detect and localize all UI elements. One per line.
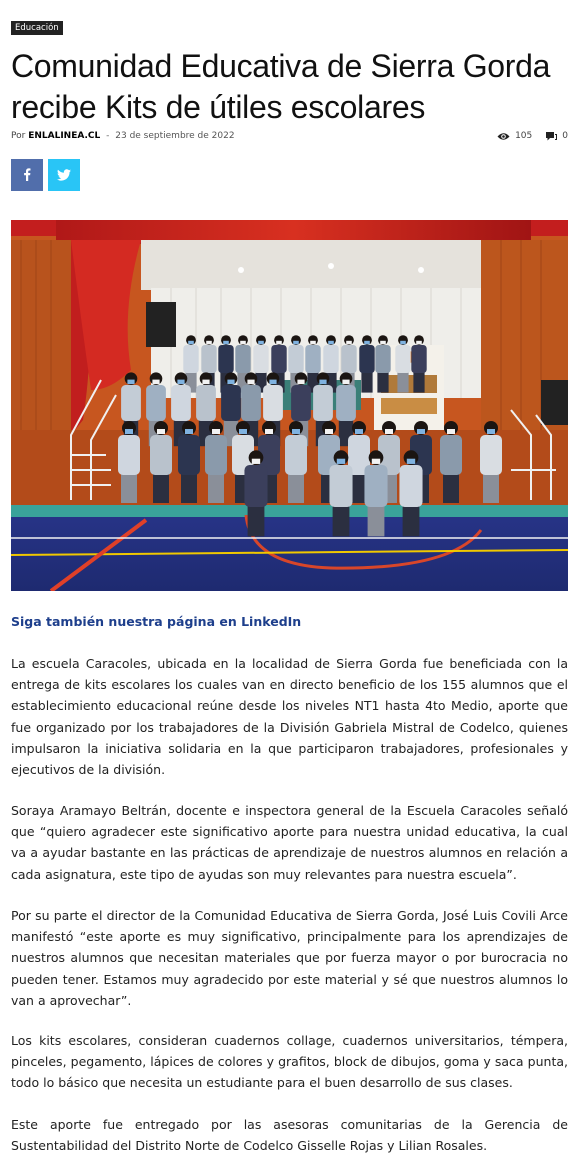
student-figure: [269, 380, 276, 385]
byline-prefix: Por: [11, 131, 26, 141]
student-figure: [157, 429, 165, 434]
student-figure: [271, 345, 286, 373]
student-figure: [223, 341, 229, 345]
publish-date: 23 de septiembre de 2022: [115, 131, 235, 141]
student-figure: [212, 429, 220, 434]
student-figure: [483, 473, 499, 503]
article-paragraph-3: Por su parte el director de la Comunidad Educativa de Sierra Gorda, José Luis Covili Arce manifestó “este aporte es muy significativo, principalmente para los aprendizajes de nuestros alumnos que necesitan materiales que por fuerza mayor o por burocracia no pueden tener. Estamos muy agradecido por este material y sé que nuestros alumnos lo van a aprovechar”.: [11, 908, 568, 1008]
article-title: Comunidad Educativa de Sierra Gorda recibe Kits de útiles escolares: [11, 48, 551, 125]
views-count: [497, 131, 532, 141]
share-buttons: [11, 159, 80, 191]
student-figure: [265, 429, 273, 434]
student-figure: [413, 372, 424, 393]
student-figure: [227, 380, 234, 385]
student-figure: [127, 380, 134, 385]
student-figure: [235, 345, 250, 373]
student-figure: [202, 380, 209, 385]
student-figure: [205, 435, 227, 475]
student-figure: [377, 372, 388, 393]
student-figure: [355, 429, 363, 434]
author-link[interactable]: ENLALINEA.CL: [28, 131, 101, 141]
student-figure: [411, 345, 426, 373]
student-figure: [403, 505, 420, 537]
student-figure: [336, 385, 356, 421]
student-figure: [323, 345, 338, 373]
student-figure: [177, 380, 184, 385]
twitter-icon: [57, 166, 71, 185]
student-figure: [399, 465, 422, 507]
student-figure: [342, 380, 349, 385]
student-figure: [121, 473, 137, 503]
student-figure: [125, 429, 133, 434]
student-figure: [185, 429, 193, 434]
student-figure: [276, 341, 282, 345]
article-paragraph-5: Este aporte fue entregado por las asesoras comunitarias de la Gerencia de Sustentabilidad del Distrito Norte de Codelco Gisselle Rojas y Lilian Rosales.: [11, 1117, 568, 1154]
student-figure: [333, 505, 350, 537]
article-paragraph-1: La escuela Caracoles, ubicada en la localidad de Sierra Gorda fue beneficiada con la entrega de kits escolares los cuales van en directo beneficio de los 155 alumnos que el establecimiento educacional reúne desde los niveles NT1 hasta 4to Medio, aporte que fue organizado por los trabajadores de la División Gabriela Mistral de Codelco, quienes impulsaron la iniciativa solidaria en la que participaron trabajadores, profesionales y ejecutivos de la división.: [11, 656, 568, 778]
student-figure: [487, 429, 495, 434]
student-figure: [440, 435, 462, 475]
student-figure: [208, 473, 224, 503]
comments-value: 0: [562, 131, 568, 141]
student-figure: [146, 385, 166, 421]
student-figure: [346, 341, 352, 345]
group-photo-image: [11, 220, 568, 591]
article-stats: [483, 131, 568, 141]
student-figure: [417, 429, 425, 434]
student-figure: [152, 380, 159, 385]
views-value: 105: [515, 131, 533, 141]
student-figure: [385, 429, 393, 434]
student-figure: [183, 345, 198, 373]
student-figure: [341, 345, 356, 373]
student-figure: [407, 459, 415, 464]
facebook-share-button[interactable]: [11, 159, 43, 191]
student-figure: [188, 341, 194, 345]
student-figure: [364, 341, 370, 345]
student-figure: [239, 429, 247, 434]
student-figure: [313, 385, 333, 421]
student-figure: [201, 345, 216, 373]
student-figure: [337, 459, 345, 464]
student-figure: [263, 385, 283, 421]
eye-icon: [497, 132, 510, 141]
student-figure: [292, 429, 300, 434]
student-figure: [325, 429, 333, 434]
student-figure: [361, 372, 372, 393]
student-figure: [328, 341, 334, 345]
article-photo: [11, 220, 568, 591]
student-figure: [310, 341, 316, 345]
student-figure: [285, 435, 307, 475]
student-figure: [196, 385, 216, 421]
student-figure: [447, 429, 455, 434]
student-figure: [288, 345, 303, 373]
student-figure: [153, 473, 169, 503]
student-figure: [150, 435, 172, 475]
student-figure: [416, 341, 422, 345]
student-figure: [121, 385, 141, 421]
article-paragraph-4: Los kits escolares, consideran cuadernos collage, cuadernos universitarios, témpera, pinceles, pegamento, lápices de colores y grafitos, block de dibujos, goma y saca punta, todo lo básico que necesita un estudiante para el buen desarrollo de sus clases.: [11, 1033, 568, 1091]
twitter-share-button[interactable]: [48, 159, 80, 191]
comment-icon: [546, 132, 557, 141]
student-figure: [244, 465, 267, 507]
student-figure: [221, 385, 241, 421]
student-figure: [118, 435, 140, 475]
student-figure: [206, 341, 212, 345]
student-figure: [181, 473, 197, 503]
student-figure: [218, 345, 233, 373]
student-figure: [380, 341, 386, 345]
student-figure: [171, 385, 191, 421]
student-figure: [395, 345, 410, 373]
student-figure: [247, 380, 254, 385]
student-figure: [359, 345, 374, 373]
student-figure: [364, 465, 387, 507]
student-figure: [305, 345, 320, 373]
student-figure: [443, 473, 459, 503]
category-badge[interactable]: Educación: [11, 21, 63, 35]
student-figure: [480, 435, 502, 475]
student-figure: [368, 505, 385, 537]
article-paragraph-2: Soraya Aramayo Beltrán, docente e inspectora general de la Escuela Caracoles señaló que “quiero agradecer este significativo aporte para nuestra unidad educativa, la cual va a ayudar bastante en las prácticas de aprendizaje de nuestros alumnos en relación a cada asignatura, este tipo de ayudas son muy relevantes para nuestra escuela”.: [11, 803, 568, 882]
student-figure: [372, 459, 380, 464]
student-figure: [288, 473, 304, 503]
student-figure: [397, 372, 408, 393]
student-figure: [329, 465, 352, 507]
student-figure: [248, 505, 265, 537]
linkedin-link[interactable]: Siga también nuestra página en LinkedIn: [11, 614, 302, 629]
student-figure: [241, 385, 261, 421]
student-figure: [293, 341, 299, 345]
student-figure: [258, 341, 264, 345]
student-figure: [319, 380, 326, 385]
student-figure: [253, 345, 268, 373]
student-figure: [240, 341, 246, 345]
student-figure: [252, 459, 260, 464]
student-figure: [375, 345, 390, 373]
meta-separator: -: [106, 131, 110, 141]
student-figure: [400, 341, 406, 345]
student-figure: [291, 385, 311, 421]
facebook-icon: [23, 166, 31, 185]
student-figure: [178, 435, 200, 475]
article-meta: [11, 131, 235, 141]
student-figure: [297, 380, 304, 385]
comments-count[interactable]: [546, 131, 568, 141]
